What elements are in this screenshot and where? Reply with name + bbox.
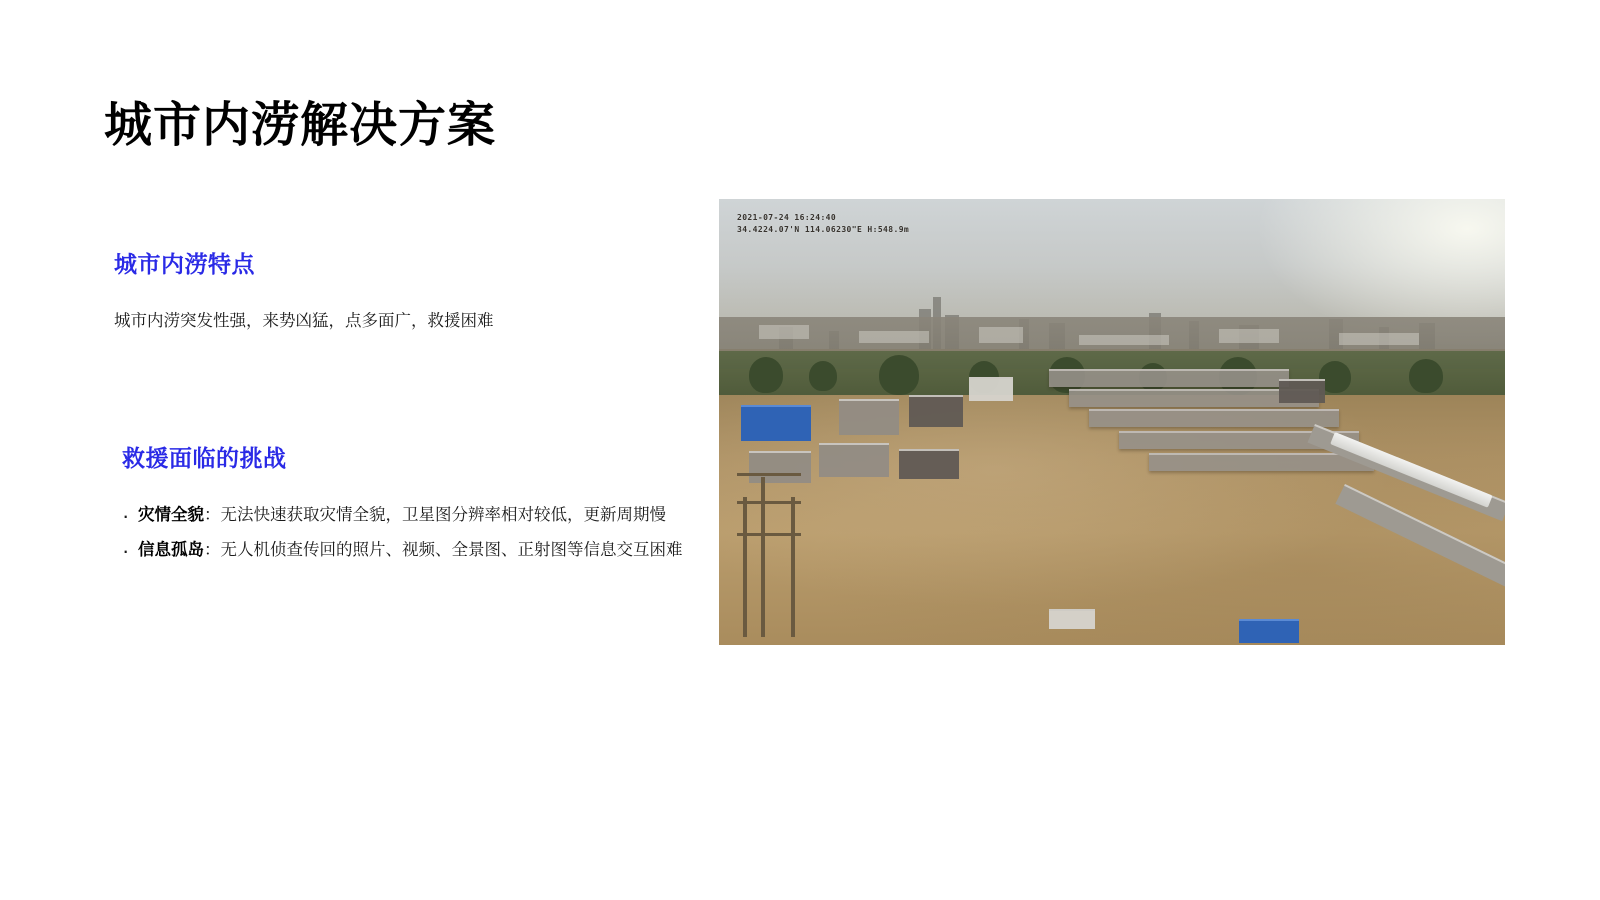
bullet-lead-1: 灾情全貌 — [138, 506, 204, 524]
section-city-flood-characteristics — [114, 246, 734, 335]
list-item — [122, 536, 722, 565]
section-rescue-challenges — [122, 440, 722, 571]
challenges-list — [122, 501, 722, 565]
osd-coordinates: 34.4224.07'N 114.06230"E H:548.9m — [737, 225, 910, 234]
bullet-text-1: 无法快速获取灾情全貌，卫星图分辨率相对较低，更新周期慢 — [220, 506, 666, 524]
bullet-lead-2: 信息孤岛 — [138, 540, 204, 559]
section-heading-1: 城市内涝特点 — [114, 251, 255, 277]
photo-image — [719, 199, 1505, 645]
power-pylon — [737, 467, 801, 637]
page-title: 城市内涝解决方案 — [104, 99, 497, 152]
osd-timestamp: 2021-07-24 16:24:40 — [737, 213, 837, 222]
section-heading-2: 救援面临的挑战 — [122, 445, 287, 471]
list-item — [122, 501, 722, 530]
bullet-separator-2: ： — [204, 540, 221, 559]
aerial-flood-photo — [719, 199, 1505, 645]
section-paragraph-1: 城市内涝突发性强，来势凶猛，点多面广，救援困难 — [114, 312, 494, 330]
bullet-separator-1: ： — [204, 506, 221, 524]
bullet-text-2: 无人机侦查传回的照片、视频、全景图、正射图等信息交互困难 — [220, 540, 683, 559]
elevated-railway — [1195, 424, 1505, 645]
